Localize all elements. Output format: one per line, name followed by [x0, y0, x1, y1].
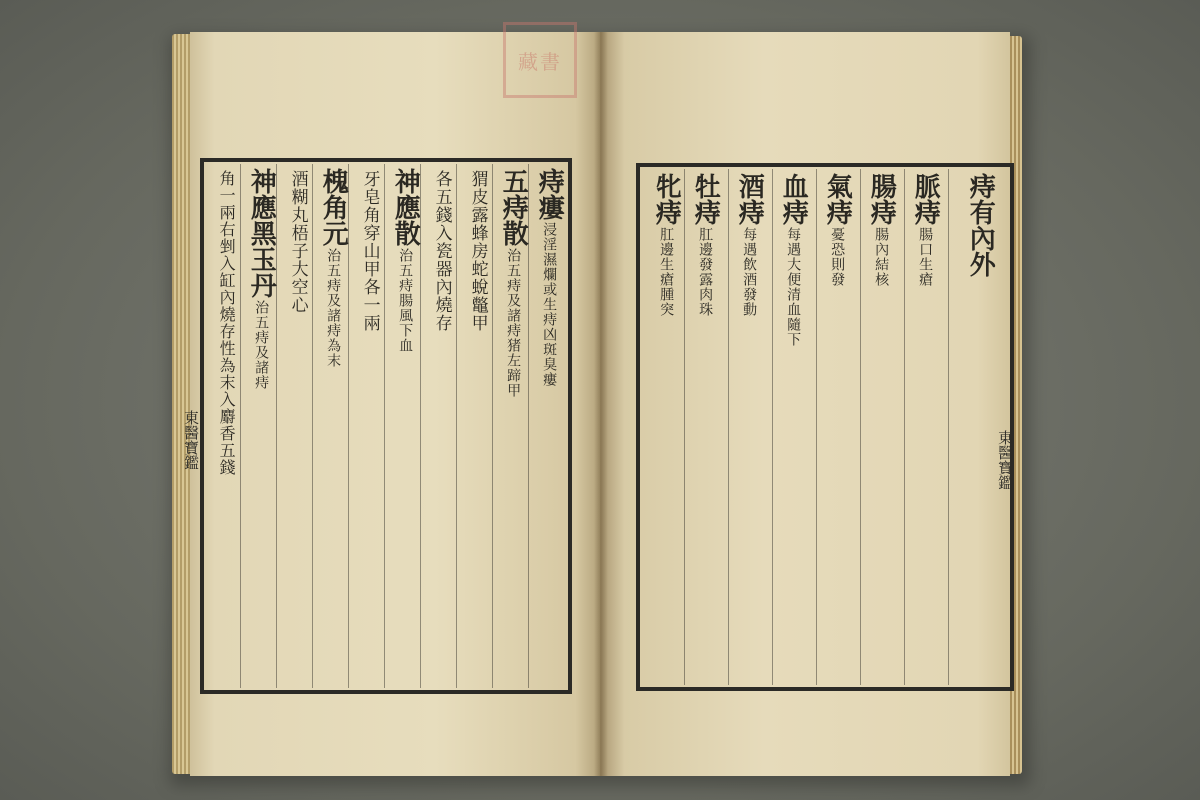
column-heading: 牝痔 — [651, 173, 682, 225]
text-column — [648, 173, 684, 681]
right-margin-title: 東醫寶鑑 — [996, 430, 1014, 490]
column-heading: 酒痔 — [734, 173, 765, 225]
column-text: 治五痔腸風下血 — [397, 248, 414, 353]
column-heading: 痔瘻 — [534, 168, 565, 220]
column-text: 腸內結核 — [873, 227, 890, 287]
text-column — [210, 168, 242, 684]
column-text: 肛邊發露肉珠 — [697, 227, 714, 317]
book-gutter — [594, 32, 608, 776]
library-stamp — [503, 22, 577, 98]
column-text: 腸口生瘡 — [917, 227, 934, 287]
text-column — [728, 173, 770, 681]
text-column — [532, 168, 566, 684]
text-column — [904, 173, 946, 681]
text-column — [280, 168, 314, 684]
column-text: 每遇大便清血隨下 — [785, 227, 802, 347]
column-heading: 痔有內外 — [965, 173, 996, 277]
stamp-text: 藏書 — [518, 49, 562, 74]
text-column — [684, 173, 726, 681]
text-column — [352, 168, 386, 684]
column-text: 治五痔及諸痔 — [253, 300, 270, 390]
text-column — [772, 173, 814, 681]
column-heading: 血痔 — [778, 173, 809, 225]
left-text-block — [200, 158, 572, 694]
column-heading: 神應散 — [390, 168, 421, 246]
text-column — [388, 168, 422, 684]
column-text: 角一兩右剉入缸內燒存性為末入麝香五錢 — [217, 170, 237, 476]
column-text: 憂恐則發 — [829, 227, 846, 287]
text-column — [816, 173, 858, 681]
column-heading: 五痔散 — [498, 168, 529, 246]
column-text: 每遇飲酒發動 — [741, 227, 758, 317]
column-text: 酒糊丸梧子大空心 — [287, 170, 308, 314]
column-heading: 槐角元 — [318, 168, 349, 246]
text-column — [496, 168, 530, 684]
text-column — [860, 173, 902, 681]
text-column — [460, 168, 494, 684]
column-heading: 脈痔 — [910, 173, 941, 225]
column-text: 各五錢入瓷器內燒存 — [431, 170, 452, 332]
text-column — [952, 173, 1008, 681]
column-heading: 腸痔 — [866, 173, 897, 225]
column-heading: 氣痔 — [822, 173, 853, 225]
text-column — [424, 168, 458, 684]
column-text: 浸淫濕爛或生痔凶斑臭瘻 — [541, 222, 558, 387]
right-text-block — [636, 163, 1014, 691]
column-heading: 牡痔 — [690, 173, 721, 225]
column-text: 治五痔及諸痔猪左蹄甲 — [505, 248, 522, 398]
column-heading: 神應黑玉丹 — [246, 168, 277, 298]
text-column — [316, 168, 350, 684]
text-column — [244, 168, 278, 684]
column-text: 牙皂角穿山甲各一兩 — [359, 170, 380, 332]
column-text: 猬皮露蜂房蛇蛻鼈甲 — [467, 170, 488, 332]
column-text: 治五痔及諸痔為末 — [325, 248, 342, 368]
column-text: 肛邊生瘡腫突 — [658, 227, 675, 317]
left-margin-title: 東醫寶鑑 — [182, 410, 200, 470]
